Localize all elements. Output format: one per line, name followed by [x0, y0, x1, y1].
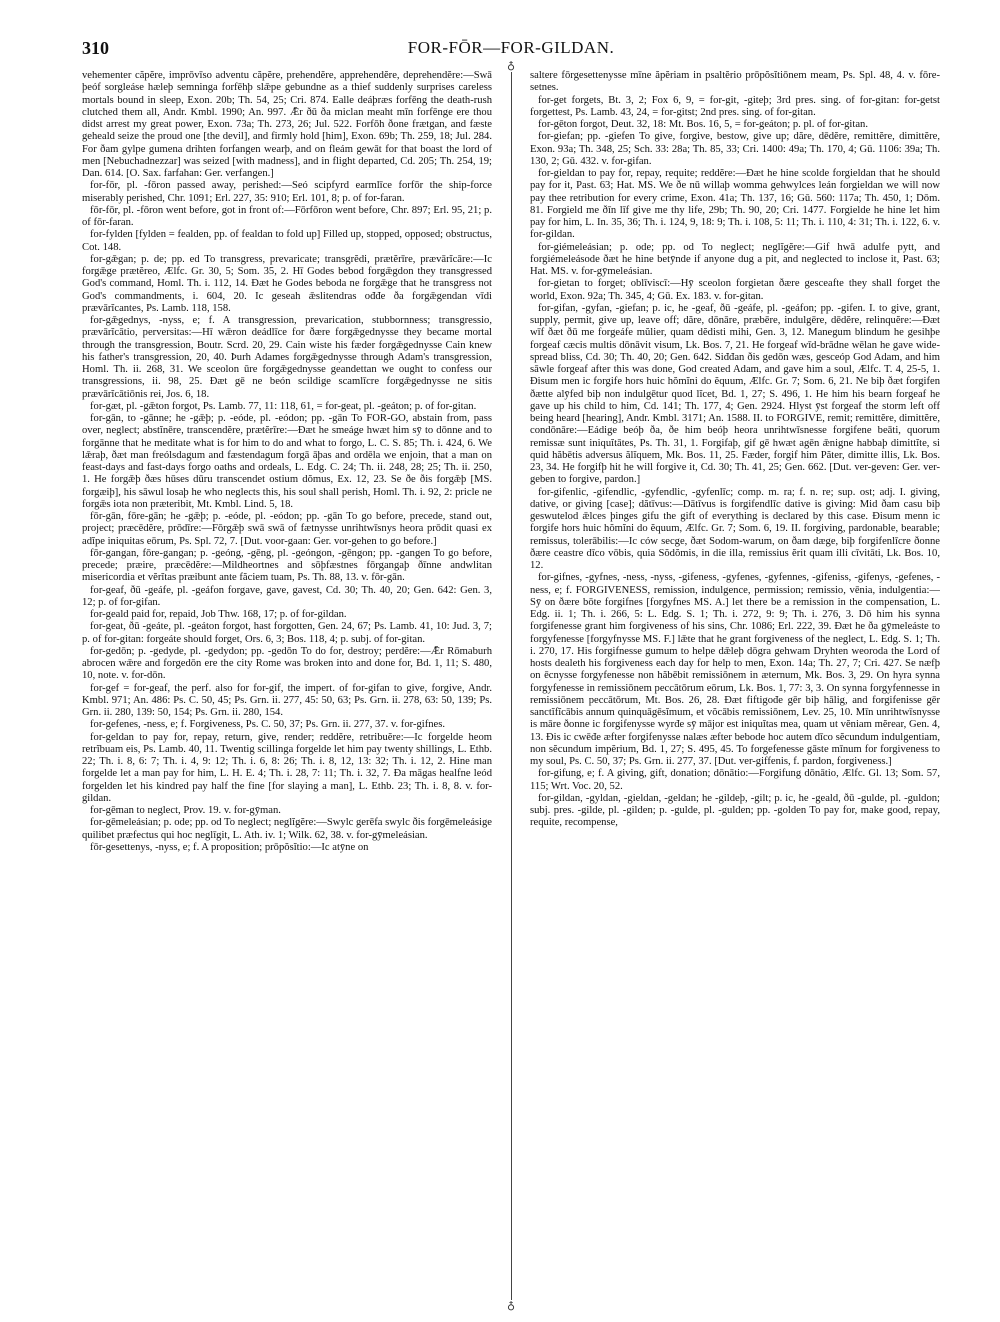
dictionary-entry: for-gēton forgot, Deut. 32, 18: Mt. Bos. 16, 5, = for-geáton; p. pl. of for-gitan. — [538, 119, 868, 130]
dictionary-entry: for-geald paid for, repaid, Job Thw. 168, 17; p. of for-gildan. — [90, 609, 347, 620]
dictionary-entry: vehementer căpĕre, imprōvīso adventu căpĕre, prehendĕre, apprehendĕre, deprehendĕre:—Swā þeóf sorgleáse hæleþ semninga forfēhþ slǣpe gebundne as a thief suddenly surprises careless mortals bound in sleep, Exon. 20b; Th. 54, 25; Cri. 874. Ealle deáþræs forfēng the death-rush clutched them all, Andr. Kmbl. 1990; An. 997. Ǣr ðū ða miclan meaht mīn forfēnge ere thou didst arrest my great power, Exon. 73a; Th. 273, 26; Jul. 522. Forfōh ðone frætgan, and fæste geheald seize the proud one [the devil], and firmly hold [him], Exon. 69b; Th. 259, 18; Jul. 284. For ðam gylpe gumena drihten forfangen wearþ, and on fleám gewāt for that boast the lord of men [Nebuchadnezzar] was seized [with madness], and in flight departed, Cd. 205; Th. 254, 19; Dan. 614. [O. Sax. farfahan: Ger. verfangen.] — [82, 70, 492, 179]
dictionary-entry: for-gēmeleásian; p. ode; pp. od To neglect; neglĭgĕre:—Swylc gerēfa swylc ðis forgēmeleásige quilibet præfectus qui hoc neglīgit, L. Ath. iv. 1; Wilk. 62, 38. v. for-gȳmeleásian. — [82, 817, 492, 841]
dictionary-entry: for-gēman to neglect, Prov. 19. v. for-gȳman. — [90, 805, 281, 816]
dictionary-entry: for-gifan, -gyfan, -giefan; p. ic, he -geaf, ðū -geáfe, pl. -geáfon; pp. -gifen. I. to give, grant, supply, permit, give up, leave off; dăre, dōnāre, præbēre, indulgēre, dēdĕre, relinquĕre:—Ðæt wīf ðæt ðū me forgeáfe mŭlier, quam dĕdisti mihi, Gen. 3, 12. Manegum blindum he gesihþe forgeaf cæcis multis dōnāvit visum, Lk. Bos. 7, 21. He forgeaf wīd-brādne wēlan he gave wide-spread bliss, Cd. 30; Th. 40, 20; Gen. 642. Siđđan ðis gedōn wæs, gesceóp God Adam, and him sāwle forgeaf after this was done, God created Adam, and gave him a soul, Ælfc. T. 4, 25-5, 1. Ðisum men ic forgife hors huic hŏmĭni do ĕquum, Ælfc. Gr. 7; Som. 6, 21. Ne biþ ðæt forgifen ðætte alȳfed biþ non indulgētur quod lĭcet, Bd. 1, 27; S. 496, 1. He him his bearn forgeaf he gave up his child to him, Cd. 141; Th. 177, 4; Gen. 2924. Hlyst ȳst forgeaf the storm left off being heard [hearing], Andr. Kmbl. 3171; An. 1588. II. to FORGIVE, remit; remittĕre, dimittĕre, condōnāre:—Eádige beóþ ða, ðe him beóþ heora unrihtwīsnesse forgifene beāti, quorum remissæ sunt iniquĭtātes, Ps. Th. 31, 1. Forgifaþ, gif gē hwæt agēn ǣnigne habbaþ dimittĭte, si quid hăbētis adversus ălĭquem, Mk. Bos. 11, 25. Fæder, forgif him Păter, dimitte illis, Lk. Bos. 23, 34. He forgifþ hit he will forgive it, Cd. 30; Th. 41, 25; Gen. 662. [Dut. ver-geven: Ger. ver-geben to forgive, pardon.] — [530, 302, 940, 486]
dictionary-entry: for-fylden [fylden = fealden, pp. of fealdan to fold up] Filled up, stopped, opposed; obstructus, Cot. 148. — [82, 229, 492, 253]
dictionary-entry: for-gǣgednys, -nyss, e; f. A transgression, prevarication, stubbornness; transgressio, prævārĭcātio, perversitas:—Hī wǣron deádlīce for ðære forgǣgednysse they became mortal through the transgression, Boutr. Scrd. 20, 29. Cain wiste his fæder forgǣgednysse Cain knew his father's transgression, 20, 40. Þurh Adames forgǣgednysse through Adam's transgression, Homl. Th. ii. 268, 31. We sceolon ūre forgǣgednysse geandettan we ought to confess our transgressions, ii. 98, 25. Ðæt gē ne beón scildige scamlīcre forgǣgednysse ne sitis prævārĭcātiōnis rei, Jos. 6, 18. — [82, 315, 492, 400]
dictionary-entry: for-gifnes, -gyfnes, -ness, -nyss, -gifeness, -gyfenes, -gyfennes, -gifeniss, -gifenys, -gefenes, -ness, e; f. FORGIVENESS, remission, indulgence, permission; remissio, vēnia, indulgentia:—Sȳ on ðære bōte forgifnes [forgyfnes MS. A.] let there be a remission in the compensation, L. Edg. ii. 1; Th. i. 266, 5: L. Edg. S. 1; Th. i. 272, 9: 9; Th. i. 276, 3. Dō him his synna forgifenesse grant him forgiveness of his sins, Chr. 1086; Erl. 222, 39. Ðæt he ða gȳmeleáste to forgyfenesse [forgyfnysse MS. F.] lǣte that he grant forgiveness of the neglect, L. Edg. S. 1; Th. i. 270, 17. His forgifnesse gumum to helpe dǣleþ dōgra gehwam Dryhten weoroda the Lord of hosts dealeth his forgiveness each day for help to men, Exon. 14a; Th. 27, 7; Cri. 427. Se næfþ on ēcnysse forgyfenesse non hăbēbit remissiōnem in æternum, Mk. Bos. 3, 29. On hyra synna forgyfenesse in remissiōnem peccātōrum eōrum, Lk. Bos. 1, 77: 3, 3. On synna forgyfennesse in remissiōnem peccātōrum, Mt. Bos. 26, 28. Ðæt fiftigođe gēr biþ hālig, and forgifenisse gēr sanctĭfĭcābis annum quinquāgēsĭmum, et vŏcābis remissiōnem, Lev. 25, 10. Mīn unrihtwīsnysse is māre ðonne ic forgifenysse wyrđe sȳ mājor est iniquĭtas mea, quam ut vĕniam mĕrear, Gen. 4, 13. Ðis ic cwēđe æfter forgifenysse nalæs æfter bebode hoc autem dīco sĕcundum indulgentiam, non sĕcundum impĕrium, Bd. 1, 27; S. 495, 45. To forgefenesse gāste mīnum for forgiveness to my soul, Ps. C. 50, 37; Ps. Grn. ii. 277, 37. [Dut. ver-giffenis, f. pardon, forgiveness.] — [530, 572, 940, 767]
dictionary-entry: fōr-gangan, fōre-gangan; p. -geóng, -gēng, pl. -geóngon, -gēngon; pp. -gangen To go before, precede; præire, præcēdĕre:—Mildheortnes and sōþfæstnes fōrgangaþ ðīnne andwlitan misericordia et vĕrĭtas præibunt ante făciem tuam, Ps. Th. 88, 13. v. fōr-gān. — [82, 547, 492, 584]
dictionary-entry: fōr-fōr, pl. -fōron went before, got in front of:—Fōrfōron went before, Chr. 897; Erl. 95, 21; p. of fōr-faran. — [82, 204, 492, 228]
dictionary-entry: for-get forgets, Bt. 3, 2; Fox 6, 9, = for-git, -giteþ; 3rd pres. sing. of for-gitan: for-getst forgettest, Ps. Lamb. 43, 24, = for-gitst; 2nd pres. sing. of for-gitan. — [530, 94, 940, 118]
dictionary-entry: for-geat, ðū -geáte, pl. -geáton forgot, hast forgotten, Gen. 24, 67; Ps. Lamb. 41, 10: Jud. 3, 7; p. of for-gitan: forgeáte should forget, Ors. 6, 3; Bos. 118, 4; p. subj. of for-gitan. — [82, 621, 492, 645]
dictionary-entry: fōr-gesettenys, -nyss, e; f. A proposition; prōpŏsĭtio:—Ic atȳne on — [90, 841, 369, 853]
running-title: FOR-FŌR—FOR-GILDAN. — [407, 38, 615, 57]
dictionary-entry: for-giémeleásian; p. ode; pp. od To neglect; neglĭgĕre:—Gif hwā adulfe pytt, and forgiémeleásode ðæt he hine betȳnde if anyone dug a pit, and neglected to inclose it, Past. 63; Hat. MS. v. for-gȳmeleásian. — [530, 241, 940, 277]
dictionary-entry: for-geldan to pay for, repay, return, give, render; reddĕre, retribuĕre:—Ic forgelde heom retrĭbuam eis, Ps. Lamb. 40, 11. Twentig scillinga forgelde let him pay twenty shillings, L. Ethb. 22; Th. i. 8, 6: 7; Th. i. 4, 9: 12; Th. i. 6, 8: 26; Th. i. 8, 12, 13: 32; Th. i. 12, 2. Hine man forgelde let a man pay for him, L. H. E. 4; Th. i. 28, 7: 11; Th. i. 32, 7. Ða māgas healfne leód forgelden let his kindred pay half the fine [for slaying a man], L. Ethb. 23; Th. i. 8, 8. v. for-gildan. — [82, 731, 492, 804]
dictionary-entry: fōr-gān, fōre-gān; he -gǣþ; p. -eóde, pl. -eódon; pp. -gān To go before, precede, stand out, project; præcēdĕre, prōdīre:—Fōrgǣþ swā swā of fætnysse unrihtwīsnys heora prōdit quasi ex adĭpe iniquitas eōrum, Ps. Spl. 72, 7. [Dut. voor-gaan: Ger. vor-gehen to go before.] — [82, 511, 492, 547]
dictionary-entry: for-gifung, e; f. A giving, gift, donation; dōnātio:—Forgifung dōnātio, Ælfc. Gl. 13; Som. 57, 115; Wrt. Voc. 20, 52. — [530, 768, 940, 792]
dictionary-entry: for-gieldan to pay for, repay, requite; reddĕre:—Ðæt he hine scolde forgieldan that he should pay for it, Past. 63; Hat. MS. We ðe nū willaþ womma gehwylces leán forgieldan we will now pay thee retribution for every crime, Exon. 41a; Th. 137, 16; Gū. 560: 117a; Th. 450, 1; Dōm. 81. Forgield me ðīn līf give me thy life, 29b; Th. 90, 20; Cri. 1477. Forgielde he hine let him pay for him, L. In. 35, 36; Th. i. 124, 9, 18: 9; Th. i. 108, 5: 11; Th. i. 110, 4: 31; Th. i. 122, 6. v. for-gildan. — [530, 168, 940, 241]
dictionary-entry: for-gān, to -gānne; he -gǣþ; p. -eóde, pl. -eódon; pp. -gān To FOR-GO, abstain from, pass over, neglect; abstĭnēre, transcendĕre, prætĕrīre:—Ðæt he smeáge hwæt him sȳ to dōnne and to forgānne that he meditate what is for him to do and what to forgo, L. C. S. 85; Th. i. 424, 6. We lǣraþ, ðæt man freólsdagum and fæstendagum forgā āþas and ordēla we enjoin, that a man on feast-days and fast-days forgo oaths and ordeals, L. Edg. C. 24; Th. ii. 248, 28; 25; Th. ii. 250, 1. He forgǣþ ðæs hūses dūru transcendet ostium dŏmus, Ex. 12, 23. Se ðe ðis forgǣþ [MS. forgæiþ], his sāwul losaþ he who neglects this, his soul shall perish, Homl. Th. i. 92, 2: pricle ne forgǣs iota non præteribit, Mt. Kmbl. Lind. 5, 18. — [82, 413, 492, 510]
left-column — [82, 70, 492, 1286]
dictionary-entry: for-gedōn; p. -gedyde, pl. -gedydon; pp. -gedōn To do for, destroy; perdĕre:—Ǣr Rōmaburh abrocen wǣre and forgedōn ere the city Rome was broken into and done for, Bd. 1, 11; S. 480, 10, note. v. for-dōn. — [82, 645, 492, 682]
dictionary-entry: for-giefan; pp. -giefen To give, forgive, bestow, give up; dăre, dēdĕre, remittĕre, dimittĕre, Exon. 93a; Th. 348, 25; Sch. 33: 28a; Th. 85, 33; Cri. 1400: 49a; Th. 170, 4; Gū. 1106: 39a; Th. 130, 2; Gū. 432. v. for-gifan. — [530, 131, 940, 167]
dictionary-entry: for-gifenlic, -gifendlic, -gyfendlic, -gyfenlīc; comp. m. ra; f. n. re; sup. ost; adj. I. giving, dative, or giving [case]; dătīvus:—Dātīvus is forgifendlīc dative is giving: Mid ðam casu biþ geswutelod ǣlces þinges gifu the gift of everything is declared by this case. Ðisum menn ic forgife hors huic hŏmĭni do ĕquum, Ælfc. Gr. 7; Som. 6, 19. II. forgiving, pardonable, bearable; remissus, tolerābilis:—Ic ców secge, ðæt Sodom-warum, on ðam dæge, biþ forgifenlīcre ðonne ðære ceastre dīco vōbis, quia Sŏdŏmis, in die illa, remissius ĕrit quam illi cīvitāti, Lk. Bos. 10, 12. — [530, 486, 940, 571]
dictionary-entry: for-gefenes, -ness, e; f. Forgiveness, Ps. C. 50, 37; Ps. Grn. ii. 277, 37. v. for-gifnes. — [90, 719, 446, 731]
dictionary-entry: saltere fōrgesettenysse mīne ăpĕriam in psaltĕrio prōpŏsĭtiōnem meam, Ps. Spl. 48, 4. v. fōre-setnes. — [530, 70, 940, 94]
top-ornament-icon: ♁ — [506, 59, 516, 72]
column-rule — [511, 62, 512, 1302]
page-number: 310 — [82, 38, 109, 58]
dictionary-entry: for-gǣgan; p. de; pp. ed To transgress, prevaricate; transgrĕdi, prætĕrīre, prævārĭcāre:—Ic forgǣge prætĕreo, Ælfc. Gr. 30, 5; Som. 35, 2. Hī Godes bebod forgǣgdon they transgressed God's command, Homl. Th. i. 112, 14. Ðæt he Godes beboda ne forgǣge that he transgress not God's commandments, i. 604, 20. Ic geseah ǣslitendras ođđe ða forgǣgendan vīdi prævārĭcantes, Ps. Lamb. 118, 158. — [82, 253, 492, 314]
dictionary-entry: for-geaf, ðū -geáfe, pl. -geáfon forgave, gave, gavest, Cd. 30; Th. 40, 20; Gen. 642: Gen. 3, 12; p. of for-gifan. — [82, 584, 492, 608]
bottom-ornament-icon: ♁ — [506, 1299, 516, 1312]
dictionary-entry: for-gietan to forget; oblīviscī:—Hȳ sceolon forgietan ðære gesceafte they shall forget the world, Exon. 92a; Th. 345, 4; Gū. Ex. 183. v. for-gitan. — [530, 278, 940, 302]
dictionary-entry: for-gef = for-geaf, the perf. also for for-gif, the impert. of for-gifan to give, forgive, Andr. Kmbl. 971; An. 486: Ps. C. 50, 45; Ps. Grn. ii. 277, 45: 50, 63; Ps. Grn. ii. 278, 63: 50, 139; Ps. Grn. ii. 280, 139: 50, 154; Ps. Grn. ii. 280, 154. — [82, 682, 492, 718]
dictionary-entry: for-fōr, pl. -fōron passed away, perished:—Seó scipfyrd earmlīce forfōr the ship-force miserably perished, Chr. 1091; Erl. 227, 35: 910; Erl. 101, 8; p. of for-faran. — [82, 180, 492, 204]
dictionary-entry: for-gæt, pl. -gǣton forgot, Ps. Lamb. 77, 11: 118, 61, = for-geat, pl. -geáton; p. of for-gitan. — [90, 400, 477, 412]
dictionary-entry: for-gildan, -gyldan, -gieldan, -geldan; he -gildeþ, -gilt; p. ic, he -geald, ðū -gulde, pl. -guldon; subj. pres. -gilde, pl. -gilden; p. -gulde, pl. -gulden; pp. -golden To pay for, make good, repay, requite, recompense, — [530, 792, 940, 829]
right-column — [530, 70, 940, 1286]
